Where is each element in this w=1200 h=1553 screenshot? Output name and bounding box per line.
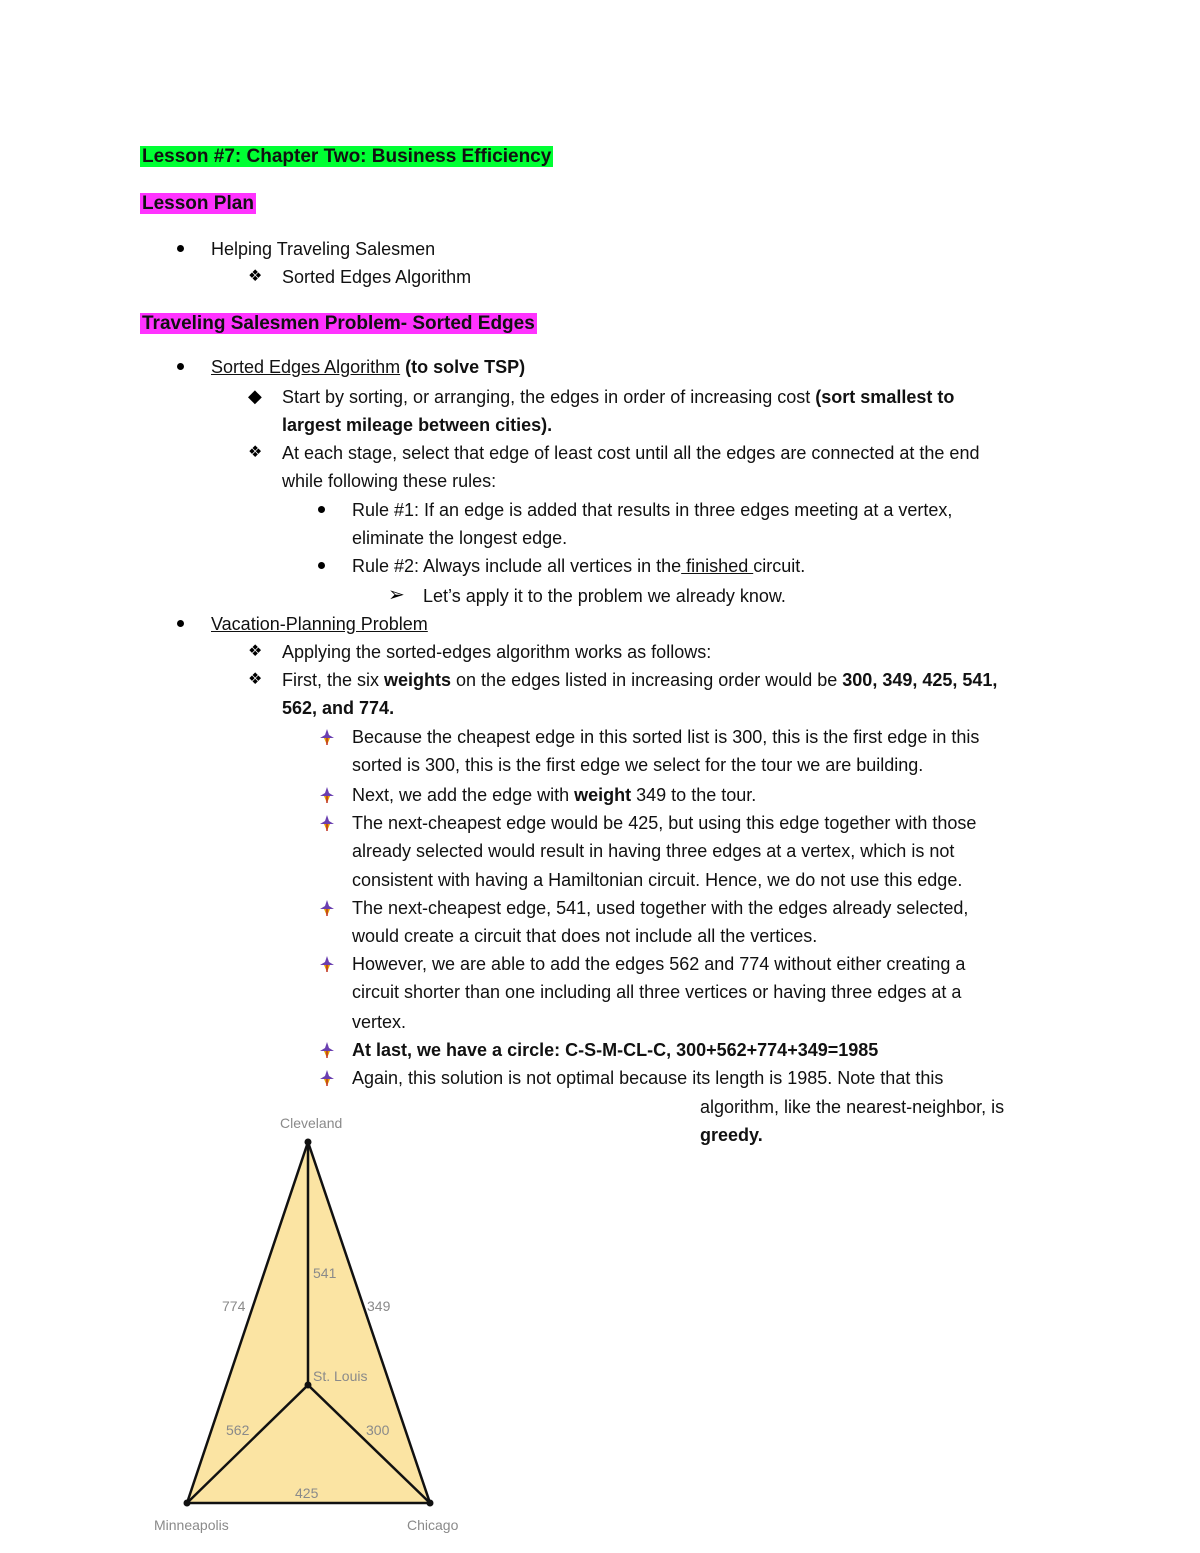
algo-title: Sorted Edges Algorithm <box>211 357 401 377</box>
node-minneapolis <box>184 1500 191 1507</box>
diamond-bullet-icon: ❖ <box>248 268 263 285</box>
bullet-dot-icon <box>177 363 184 370</box>
vacation-title: Vacation-Planning Problem <box>211 614 428 634</box>
pin-bullet-icon <box>320 815 334 831</box>
step-s7-line3: greedy. <box>700 1125 763 1145</box>
step-s7-line2: algorithm, like the nearest-neighbor, is <box>700 1097 1005 1117</box>
pin-bullet-icon <box>320 729 334 745</box>
pin-bullet-icon <box>320 956 334 972</box>
arrow-bullet-icon: ➢ <box>388 584 405 606</box>
lesson-title: Lesson #7: Chapter Two: Business Efficiency <box>142 146 552 167</box>
label-chicago: Chicago <box>407 1517 459 1533</box>
step-s3-line1: The next-cheapest edge would be 425, but using this edge together with those <box>352 813 977 833</box>
step-s5-line3: vertex. <box>352 1012 407 1032</box>
weight-300: 300 <box>366 1422 390 1438</box>
pin-bullet-icon <box>320 787 334 803</box>
bullet-dot-icon <box>318 562 325 569</box>
tsp-graph-diagram <box>140 1100 480 1550</box>
step-s5-line1: However, we are able to add the edges 562 and 774 without either creating a <box>352 954 966 974</box>
weight-774: 774 <box>222 1298 246 1314</box>
vacation-p2-line1: First, the six weights on the edges listed in increasing order would be 300, 349, 425, 541, <box>282 670 998 690</box>
pin-bullet-icon <box>320 1070 334 1086</box>
section-heading: Traveling Salesmen Problem- Sorted Edges <box>142 313 535 334</box>
step-s1-line1: Because the cheapest edge in this sorted list is 300, this is the first edge in this <box>352 727 980 747</box>
weight-425: 425 <box>295 1485 319 1501</box>
solid-diamond-icon: ◆ <box>248 386 262 406</box>
diamond-bullet-icon: ❖ <box>248 643 263 660</box>
weight-349: 349 <box>367 1298 391 1314</box>
label-stlouis: St. Louis <box>313 1368 368 1384</box>
step-s3-line3: consistent with having a Hamiltonian circuit. Hence, we do not use this edge. <box>352 870 963 890</box>
node-chicago <box>427 1500 434 1507</box>
step2-line2: while following these rules: <box>282 471 497 491</box>
weight-562: 562 <box>226 1422 250 1438</box>
step-s3-line2: already selected would result in having three edges at a vertex, which is not <box>352 841 955 861</box>
step-s1-line2: sorted is 300, this is the first edge we select for the tour we are building. <box>352 755 924 775</box>
diamond-bullet-icon: ❖ <box>248 444 263 461</box>
vacation-p1: Applying the sorted-edges algorithm works as follows: <box>282 642 712 662</box>
step-s7-line1: Again, this solution is not optimal because its length is 1985. Note that this <box>352 1068 944 1088</box>
node-stlouis <box>305 1382 312 1389</box>
bullet-dot-icon <box>318 506 325 513</box>
bullet-dot-icon <box>177 620 184 627</box>
diamond-bullet-icon: ❖ <box>248 671 263 688</box>
label-cleveland: Cleveland <box>280 1115 343 1131</box>
step-s4-line1: The next-cheapest edge, 541, used together with the edges already selected, <box>352 898 969 918</box>
lesson-plan-heading: Lesson Plan <box>142 193 254 214</box>
rule1-line1: Rule #1: If an edge is added that results in three edges meeting at a vertex, <box>352 500 953 520</box>
algo-title-line <box>211 353 525 381</box>
bullet-dot-icon <box>177 245 184 252</box>
rule2-line: Rule #2: Always include all vertices in the finished circuit. <box>352 556 806 576</box>
apply-line: Let’s apply it to the problem we already know. <box>423 586 786 606</box>
step1-line2: largest mileage between cities). <box>282 415 553 435</box>
vacation-p2-line2: 562, and 774. <box>282 698 395 718</box>
lesson-plan-item: Helping Traveling Salesmen <box>211 239 436 259</box>
label-minneapolis: Minneapolis <box>154 1517 229 1533</box>
node-cleveland <box>305 1139 312 1146</box>
step-s2-line: Next, we add the edge with weight 349 to the tour. <box>352 785 757 805</box>
rule1-line2: eliminate the longest edge. <box>352 528 568 548</box>
step-s5-line2: circuit shorter than one including all three vertices or having three edges at a <box>352 982 962 1002</box>
step-s4-line2: would create a circuit that does not include all the vertices. <box>352 926 818 946</box>
algo-title-suffix: (to solve TSP) <box>400 357 526 377</box>
step1-line1: Start by sorting, or arranging, the edges in order of increasing cost (sort smallest to <box>282 387 955 407</box>
lesson-plan-subitem: Sorted Edges Algorithm <box>282 267 472 287</box>
pin-bullet-icon <box>320 1042 334 1058</box>
pin-bullet-icon <box>320 900 334 916</box>
weight-541: 541 <box>313 1265 337 1281</box>
step-s6-line: At last, we have a circle: C-S-M-CL-C, 300+562+774+349=1985 <box>352 1040 879 1060</box>
step2-line1: At each stage, select that edge of least cost until all the edges are connected at the end <box>282 443 980 463</box>
